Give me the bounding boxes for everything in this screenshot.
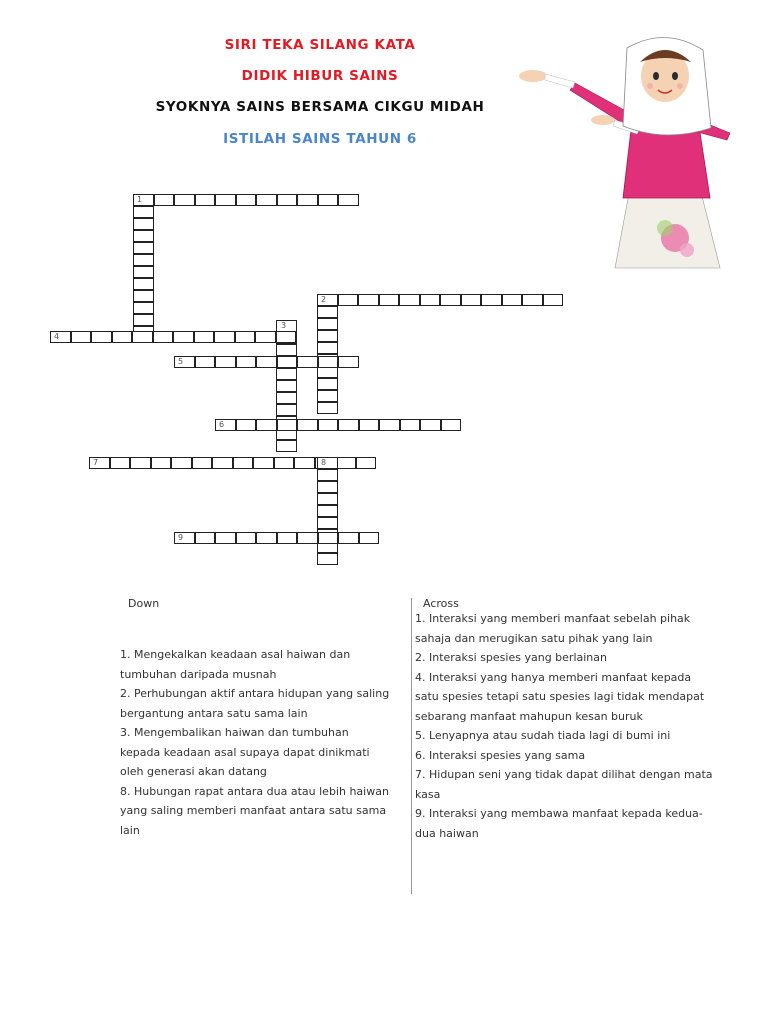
clue-number: 2 xyxy=(321,295,327,304)
across-clue: 7. Hidupan seni yang tidak dapat dilihat dengan mata kasa xyxy=(415,768,713,801)
crossword-cell[interactable] xyxy=(133,254,154,266)
crossword-cell[interactable] xyxy=(317,330,338,342)
crossword-cell[interactable] xyxy=(297,419,318,431)
across-clue: 2. Interaksi spesies yang berlainan xyxy=(415,651,607,664)
crossword-cell[interactable] xyxy=(317,493,338,505)
crossword-cell[interactable] xyxy=(338,194,359,206)
crossword-cell[interactable] xyxy=(276,331,297,343)
clue-number: 6 xyxy=(219,420,225,429)
crossword-cell[interactable] xyxy=(440,294,461,306)
crossword-cell[interactable] xyxy=(317,390,338,402)
crossword-cell[interactable] xyxy=(256,532,277,544)
crossword-cell[interactable] xyxy=(256,419,277,431)
crossword-cell[interactable] xyxy=(236,356,257,368)
header-topic: ISTILAH SAINS TAHUN 6 xyxy=(223,131,417,147)
crossword-cell[interactable] xyxy=(317,306,338,318)
across-clue: 1. Interaksi yang memberi manfaat sebelah pihak sahaja dan merugikan satu pihak yang lain xyxy=(415,612,691,645)
crossword-cell[interactable] xyxy=(133,302,154,314)
crossword-cell[interactable] xyxy=(256,356,277,368)
crossword-cell[interactable] xyxy=(317,553,338,565)
crossword-cell[interactable] xyxy=(236,194,257,206)
crossword-cell[interactable] xyxy=(215,356,236,368)
crossword-cell[interactable] xyxy=(317,318,338,330)
crossword-cell[interactable] xyxy=(317,342,338,354)
crossword-cell[interactable] xyxy=(400,419,421,431)
across-clue-list xyxy=(415,609,715,843)
crossword-cell[interactable] xyxy=(112,331,133,343)
crossword-cell[interactable] xyxy=(276,392,297,404)
header-subtitle: DIDIK HIBUR SAINS xyxy=(241,68,399,84)
crossword-cell[interactable] xyxy=(133,314,154,326)
clue-number: 1 xyxy=(137,195,143,204)
crossword-cell[interactable] xyxy=(502,294,523,306)
crossword-cell[interactable] xyxy=(153,331,174,343)
crossword-cell[interactable] xyxy=(276,440,297,452)
crossword-cell[interactable] xyxy=(133,206,154,218)
down-clue: 1. Mengekalkan keadaan asal haiwan dan tumbuhan daripada musnah xyxy=(120,648,351,681)
crossword-cell[interactable] xyxy=(133,230,154,242)
crossword-cell[interactable] xyxy=(297,356,318,368)
across-clue: 5. Lenyapnya atau sudah tiada lagi di bumi ini xyxy=(415,729,671,742)
crossword-cell[interactable] xyxy=(236,532,257,544)
crossword-cell[interactable] xyxy=(194,331,215,343)
crossword-cell[interactable] xyxy=(235,331,256,343)
crossword-cell[interactable] xyxy=(133,218,154,230)
across-clue: 6. Interaksi spesies yang sama xyxy=(415,748,586,762)
crossword-cell[interactable] xyxy=(318,532,339,544)
crossword-cell[interactable] xyxy=(276,368,297,380)
crossword-cell[interactable] xyxy=(174,194,195,206)
crossword-cell[interactable] xyxy=(253,457,274,469)
clue-number: 3 xyxy=(281,321,287,330)
crossword-cell[interactable] xyxy=(358,294,379,306)
crossword-cell[interactable] xyxy=(133,266,154,278)
crossword-cell[interactable] xyxy=(233,457,254,469)
crossword-cell[interactable] xyxy=(294,457,315,469)
across-heading: Across xyxy=(423,597,459,610)
crossword-cell[interactable] xyxy=(318,356,339,368)
header-tagline: SYOKNYA SAINS BERSAMA CIKGU MIDAH xyxy=(155,99,485,115)
clue-number: 5 xyxy=(178,357,184,366)
clue-number: 9 xyxy=(178,533,184,542)
crossword-cell[interactable] xyxy=(317,505,338,517)
crossword-cell[interactable] xyxy=(522,294,543,306)
crossword-cell[interactable] xyxy=(195,194,216,206)
crossword-cell[interactable] xyxy=(543,294,564,306)
crossword-cell[interactable] xyxy=(318,194,339,206)
crossword-cell[interactable] xyxy=(441,419,462,431)
crossword-cell[interactable] xyxy=(132,331,153,343)
down-clue: 8. Hubungan rapat antara dua atau lebih haiwan yang saling memberi manfaat antara satu sama lain xyxy=(120,784,389,837)
crossword-cell[interactable] xyxy=(214,331,235,343)
crossword-cell[interactable] xyxy=(461,294,482,306)
crossword-cell[interactable] xyxy=(274,457,295,469)
down-clue: 2. Perhubungan aktif antara hidupan yang saling bergantung antara satu sama lain xyxy=(120,687,390,720)
crossword-cell[interactable] xyxy=(277,419,298,431)
crossword-cell[interactable] xyxy=(338,532,359,544)
crossword-cell[interactable] xyxy=(317,481,338,493)
crossword-cell[interactable] xyxy=(212,457,233,469)
crossword-cell[interactable] xyxy=(133,242,154,254)
crossword-cell[interactable] xyxy=(379,294,400,306)
crossword-cell[interactable] xyxy=(356,457,377,469)
crossword-cell[interactable] xyxy=(215,532,236,544)
down-clue: 3. Mengembalikan haiwan dan tumbuhan kepada keadaan asal supaya dapat dinikmati oleh generasi akan datang xyxy=(120,726,370,778)
clue-number: 8 xyxy=(321,458,327,467)
crossword-cell[interactable] xyxy=(91,331,112,343)
crossword-cell[interactable] xyxy=(338,356,359,368)
crossword-cell[interactable] xyxy=(277,356,298,368)
crossword-cell[interactable] xyxy=(71,331,92,343)
clue-number: 4 xyxy=(54,332,60,341)
crossword-cell[interactable] xyxy=(277,532,298,544)
across-clue: 4. Interaksi yang hanya memberi manfaat kepada satu spesies tetapi satu spesies lagi tidak mendapat sebarang manfaat mahupun kesan buruk xyxy=(415,670,705,723)
crossword-cell[interactable] xyxy=(317,469,338,481)
crossword-cell[interactable] xyxy=(277,194,298,206)
crossword-cell[interactable] xyxy=(195,532,216,544)
crossword-cell[interactable] xyxy=(173,331,194,343)
column-divider xyxy=(411,598,412,894)
crossword-cell[interactable] xyxy=(359,532,380,544)
crossword-cell[interactable] xyxy=(133,278,154,290)
crossword-cell[interactable] xyxy=(379,419,400,431)
crossword-cell[interactable] xyxy=(192,457,213,469)
down-clue-list xyxy=(120,645,390,840)
crossword-cell[interactable] xyxy=(335,457,356,469)
crossword-cell[interactable] xyxy=(317,402,338,414)
crossword-cell[interactable] xyxy=(338,419,359,431)
crossword-cell[interactable] xyxy=(276,380,297,392)
crossword-cell[interactable] xyxy=(276,404,297,416)
crossword-cell[interactable] xyxy=(133,290,154,302)
crossword-cell[interactable] xyxy=(420,294,441,306)
crossword-cell[interactable] xyxy=(195,356,216,368)
crossword-cell[interactable] xyxy=(171,457,192,469)
crossword-cell[interactable] xyxy=(236,419,257,431)
crossword-cell[interactable] xyxy=(420,419,441,431)
clue-number: 7 xyxy=(93,458,99,467)
crossword-cell[interactable] xyxy=(297,194,318,206)
crossword-cell[interactable] xyxy=(215,194,236,206)
across-clue: 9. Interaksi yang membawa manfaat kepada kedua-dua haiwan xyxy=(415,807,703,840)
header-title: SIRI TEKA SILANG KATA xyxy=(224,37,416,53)
crossword-cell[interactable] xyxy=(317,378,338,390)
crossword-cell[interactable] xyxy=(338,294,359,306)
crossword-cell[interactable] xyxy=(318,419,339,431)
crossword-cell[interactable] xyxy=(110,457,131,469)
crossword-cell[interactable] xyxy=(151,457,172,469)
crossword-cell[interactable] xyxy=(256,194,277,206)
crossword-cell[interactable] xyxy=(481,294,502,306)
crossword-cell[interactable] xyxy=(276,344,297,356)
crossword-cell[interactable] xyxy=(130,457,151,469)
crossword-cell[interactable] xyxy=(359,419,380,431)
crossword-cell[interactable] xyxy=(297,532,318,544)
crossword-cell[interactable] xyxy=(255,331,276,343)
crossword-cell[interactable] xyxy=(317,517,338,529)
crossword-cell[interactable] xyxy=(154,194,175,206)
crossword-cell[interactable] xyxy=(399,294,420,306)
down-heading: Down xyxy=(128,597,160,610)
